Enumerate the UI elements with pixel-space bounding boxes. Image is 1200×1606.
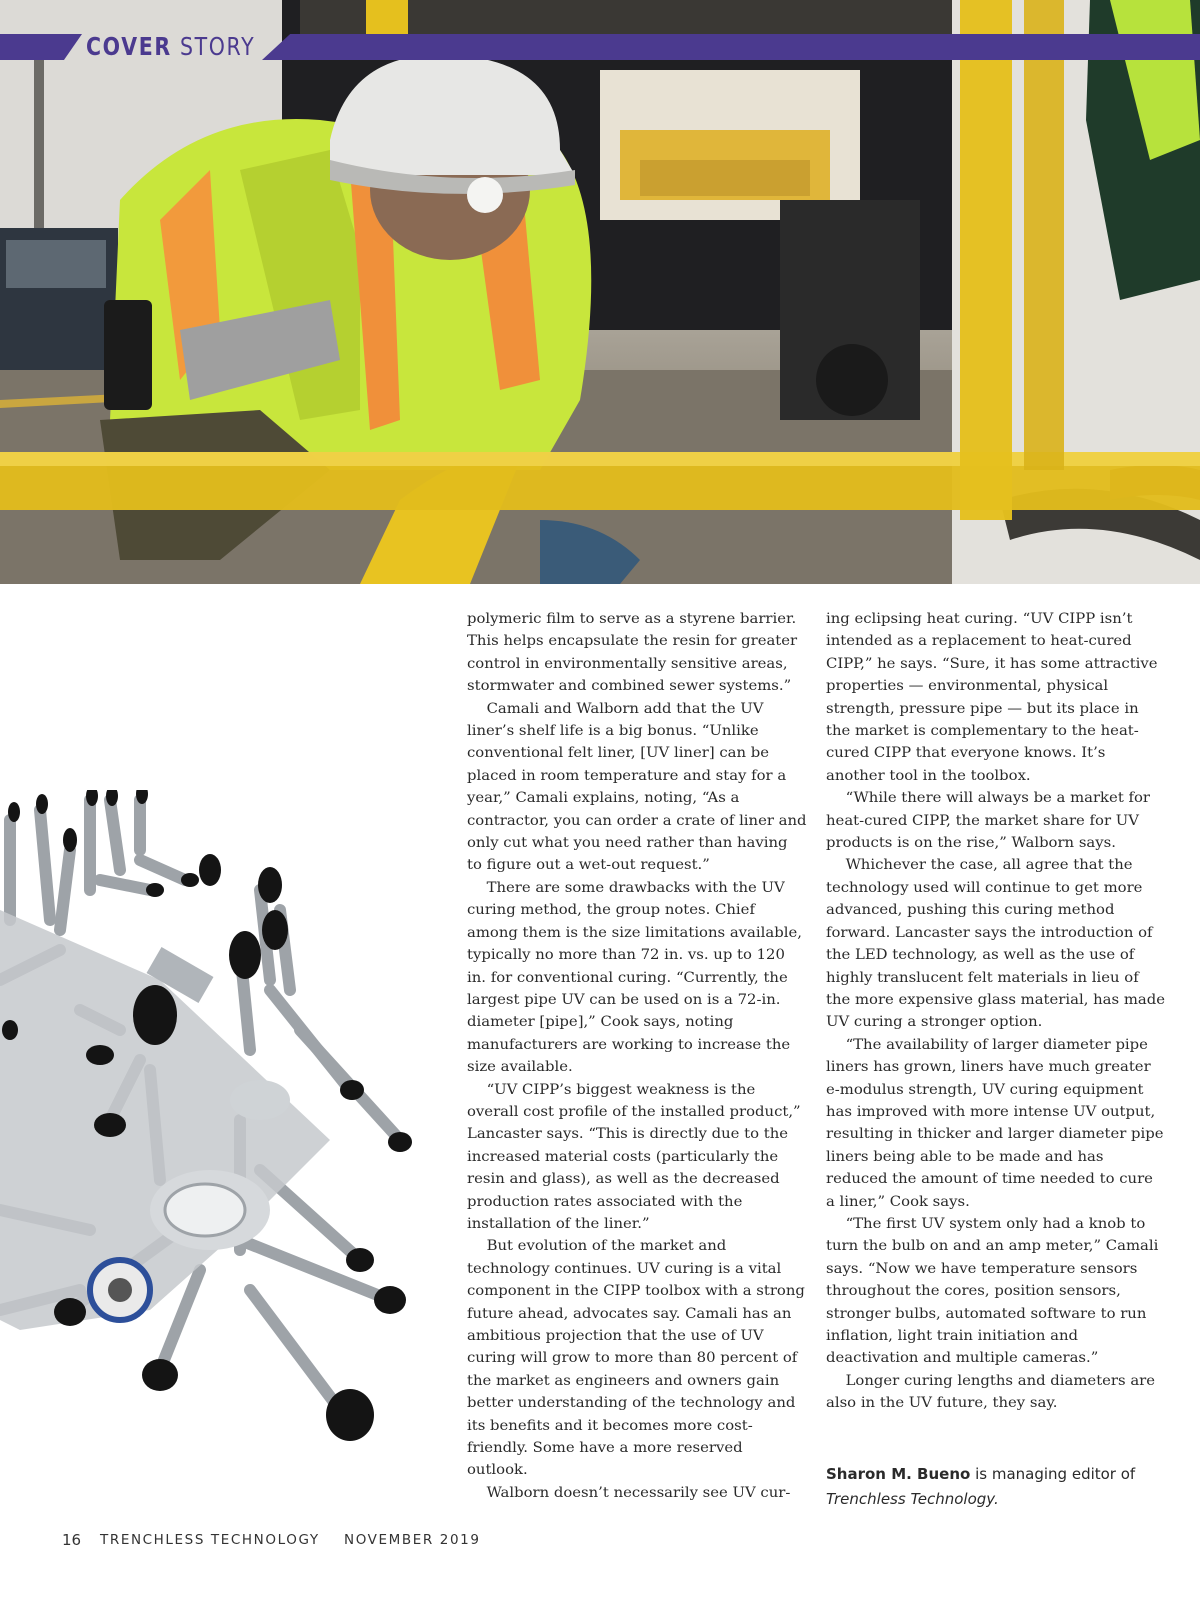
paragraph: Camali and Walborn add that the UV liner’s shelf life is a big bonus. “Unlike conventional felt liner, [UV liner] can be placed in room temperature and stay for a year,” Camali explains, noting, “As a contractor, you can order a crate of liner and only cut what you need rather than having to figure out a wet-out request.” (467, 700, 807, 874)
section-label-word-1: COVER (86, 32, 172, 61)
page-number: 16 (62, 1531, 82, 1549)
author-bio-text: is managing editor of (970, 1465, 1136, 1483)
paragraph: Whichever the case, all agree that the technology used will continue to get more advanced, pushing this curing method forward. Lancaster says the introduction of the LED technology, as well as the use of highly translucent felt materials in lieu of the more expensive glass material, has made UV curing a stronger option. (826, 857, 1165, 1031)
paragraph: polymeric film to serve as a styrene barrier. This helps encapsulate the resin for greater control in environmentally sensitive areas, stormwater and combined sewer systems.” (467, 611, 798, 695)
footer-publication: TRENCHLESS TECHNOLOGY (100, 1532, 320, 1548)
publication-name: Trenchless Technology. (826, 1490, 999, 1508)
article-column-1 (467, 608, 807, 1504)
paragraph: “The first UV system only had a knob to turn the bulb on and an amp meter,” Camali says. “Now we have temperature sensors throughout the cores, position sensors, stronger bulbs, automated software to run inflation, light train initiation and deactivation and multiple cameras.” (826, 1215, 1159, 1367)
paragraph: “While there will always be a market for heat-cured CIPP, the market share for UV products is on the rise,” Walborn says. (826, 790, 1150, 852)
paragraph: Walborn doesn’t necessarily see UV cur- (486, 1484, 791, 1501)
paragraph: “The availability of larger diameter pipe liners has grown, liners have much greater e-modulus strength, UV curing equipment has improved with more intense UV output, resulting in thicker and larger diameter pipe liners being able to be made and has reduced the amount of time needed to cure a liner,” Cook says. (826, 1036, 1164, 1210)
footer-date: NOVEMBER 2019 (344, 1532, 481, 1548)
paragraph: ing eclipsing heat curing. “UV CIPP isn’t intended as a replacement to heat-cured CIPP,” he says. “Sure, it has some attractive properties — environmental, physical strength, pressure pipe — but its place in the market is complementary to the heat-cured CIPP that everyone knows. It’s another tool in the toolbox. (826, 611, 1158, 784)
article-column-2 (826, 608, 1166, 1415)
section-label (86, 33, 255, 61)
uv-light-train-illustration (0, 790, 440, 1480)
hero-photo-illustration (0, 0, 1200, 584)
uv-curing-light-train-photo (0, 790, 440, 1480)
paragraph: Longer curing lengths and diameters are also in the UV future, they say. (826, 1372, 1156, 1412)
section-header-band (0, 34, 1200, 60)
paragraph: There are some drawbacks with the UV curing method, the group notes. Chief among them is the size limitations available, typically no more than 72 in. vs. up to 120 in. for conventional curing. “Currently, the largest pipe UV can be used on is a 72-in. diameter [pipe],” Cook says, noting manufacturers are working to increase the size available. (467, 879, 802, 1076)
author-bio (826, 1462, 1166, 1512)
paragraph: But evolution of the market and technology continues. UV curing is a vital component in the CIPP toolbox with a strong future ahead, advocates say. Camali has an ambitious projection that the use of UV curing will grow to more than 80 percent of the market as engineers and owners gain better understanding of the technology and its benefits and it becomes more cost-friendly. Some have a more reserved outlook. (467, 1238, 805, 1479)
band-left-bar (0, 34, 82, 60)
hero-photo (0, 0, 1200, 584)
band-right-bar (262, 34, 1200, 60)
section-label-word-2: STORY (179, 32, 256, 61)
author-name: Sharon M. Bueno (826, 1465, 971, 1483)
paragraph: “UV CIPP’s biggest weakness is the overall cost profile of the installed product,” Lancaster says. “This is directly due to the increased material costs (particularly the resin and glass), as well as the decreased production rates associated with the installation of the liner.” (467, 1081, 801, 1232)
